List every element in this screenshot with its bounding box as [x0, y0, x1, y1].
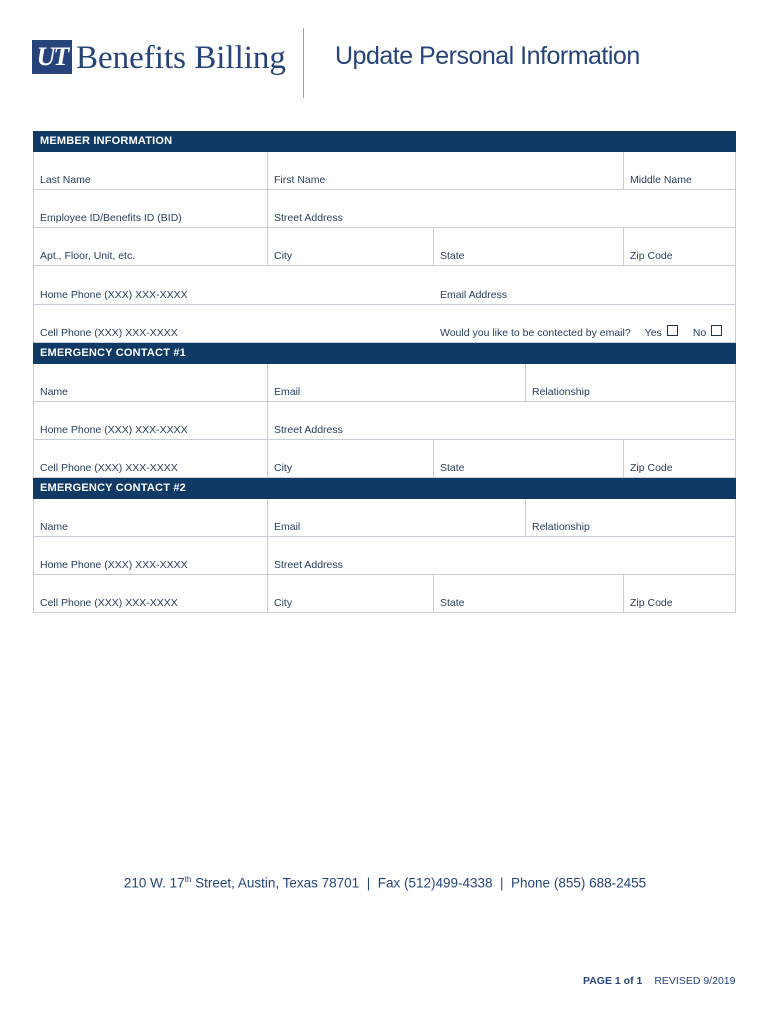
yes-checkbox[interactable] [667, 325, 678, 336]
cell-phone-field[interactable] [34, 305, 434, 342]
email-preference-question: Would you like to be contected by email? [440, 327, 631, 339]
field-label: Email [274, 386, 301, 398]
no-label: No [692, 327, 707, 339]
ec2-state-field[interactable] [434, 575, 624, 612]
form-row [33, 499, 736, 537]
field-label: City [274, 250, 293, 262]
ec2-name-field[interactable] [34, 499, 268, 536]
ec2-email-field[interactable] [268, 499, 526, 536]
field-label: Home Phone (XXX) XXX-XXXX [40, 289, 188, 301]
address-ordinal: th [184, 875, 192, 884]
field-label: Last Name [40, 174, 91, 186]
home-phone-field[interactable] [34, 266, 434, 304]
form-row [33, 575, 736, 613]
address-contact-line: Street, Austin, Texas 78701 | Fax (512)499-4338 | Phone (855) 688-2455 [191, 875, 647, 891]
logo-text: Benefits Billing [76, 40, 286, 76]
footer-address [0, 875, 770, 891]
field-label: Relationship [532, 386, 590, 398]
no-checkbox[interactable] [711, 325, 722, 336]
form-row [33, 190, 736, 228]
middle-name-field[interactable] [624, 152, 735, 189]
field-label: First Name [274, 174, 326, 186]
field-label: Apt., Floor, Unit, etc. [40, 250, 136, 262]
update-info-form [33, 131, 736, 613]
ec2-cell-phone-field[interactable] [34, 575, 268, 612]
ut-logo-mark: UT [32, 40, 72, 74]
header-divider [303, 28, 304, 98]
revision-date: REVISED 9/2019 [654, 975, 736, 987]
zip-code-field[interactable] [624, 228, 735, 265]
field-label: Zip Code [630, 250, 673, 262]
field-label: City [274, 462, 293, 474]
section-header-member: MEMBER INFORMATION [33, 131, 736, 152]
employee-id-field[interactable] [34, 190, 268, 227]
form-row [33, 364, 736, 402]
ec1-city-field[interactable] [268, 440, 434, 477]
form-row [33, 228, 736, 266]
form-row [33, 152, 736, 190]
field-label: Home Phone (XXX) XXX-XXXX [40, 424, 188, 436]
field-label: Middle Name [630, 174, 692, 186]
form-row [33, 266, 736, 305]
street-address-field[interactable] [268, 190, 735, 227]
field-label: Name [40, 521, 69, 533]
page-number: PAGE 1 of 1 [583, 975, 643, 987]
form-row [33, 537, 736, 575]
field-label: State [440, 462, 465, 474]
form-row [33, 305, 736, 343]
city-field[interactable] [268, 228, 434, 265]
field-label: Cell Phone (XXX) XXX-XXXX [40, 597, 178, 609]
section-header-emergency-1: EMERGENCY CONTACT #1 [33, 343, 736, 364]
section-header-emergency-2: EMERGENCY CONTACT #2 [33, 478, 736, 499]
page-title: Update Personal Information [335, 42, 640, 70]
first-name-field[interactable] [268, 152, 624, 189]
ec1-street-address-field[interactable] [268, 402, 735, 439]
field-label: Street Address [274, 212, 343, 224]
field-label: Name [40, 386, 69, 398]
page-info [583, 975, 735, 987]
field-label: Zip Code [630, 597, 673, 609]
apt-field[interactable] [34, 228, 268, 265]
field-label: Cell Phone (XXX) XXX-XXXX [40, 462, 178, 474]
field-label: Cell Phone (XXX) XXX-XXXX [40, 327, 178, 339]
field-label: Relationship [532, 521, 590, 533]
ec1-home-phone-field[interactable] [34, 402, 268, 439]
field-label: Email Address [440, 289, 508, 301]
field-label: State [440, 597, 465, 609]
ec2-street-address-field[interactable] [268, 537, 735, 574]
field-label: Employee ID/Benefits ID (BID) [40, 212, 182, 224]
ec2-city-field[interactable] [268, 575, 434, 612]
ec1-cell-phone-field[interactable] [34, 440, 268, 477]
field-label: Street Address [274, 424, 343, 436]
ec2-relationship-field[interactable] [526, 499, 735, 536]
ec1-relationship-field[interactable] [526, 364, 735, 401]
last-name-field[interactable] [34, 152, 268, 189]
field-label: Home Phone (XXX) XXX-XXXX [40, 559, 188, 571]
address-street-number: 210 W. 17 [123, 875, 185, 891]
ec1-zip-code-field[interactable] [624, 440, 735, 477]
field-label: Street Address [274, 559, 343, 571]
state-field[interactable] [434, 228, 624, 265]
ec1-email-field[interactable] [268, 364, 526, 401]
field-label: State [440, 250, 465, 262]
form-row [33, 440, 736, 478]
field-label: Email [274, 521, 301, 533]
page-header [0, 0, 770, 110]
field-label: Zip Code [630, 462, 673, 474]
ec2-zip-code-field[interactable] [624, 575, 735, 612]
email-contact-preference [434, 305, 735, 342]
ec2-home-phone-field[interactable] [34, 537, 268, 574]
ec1-state-field[interactable] [434, 440, 624, 477]
email-address-field[interactable] [434, 266, 735, 304]
field-label: City [274, 597, 293, 609]
form-row [33, 402, 736, 440]
yes-label: Yes [644, 327, 662, 339]
ec1-name-field[interactable] [34, 364, 268, 401]
